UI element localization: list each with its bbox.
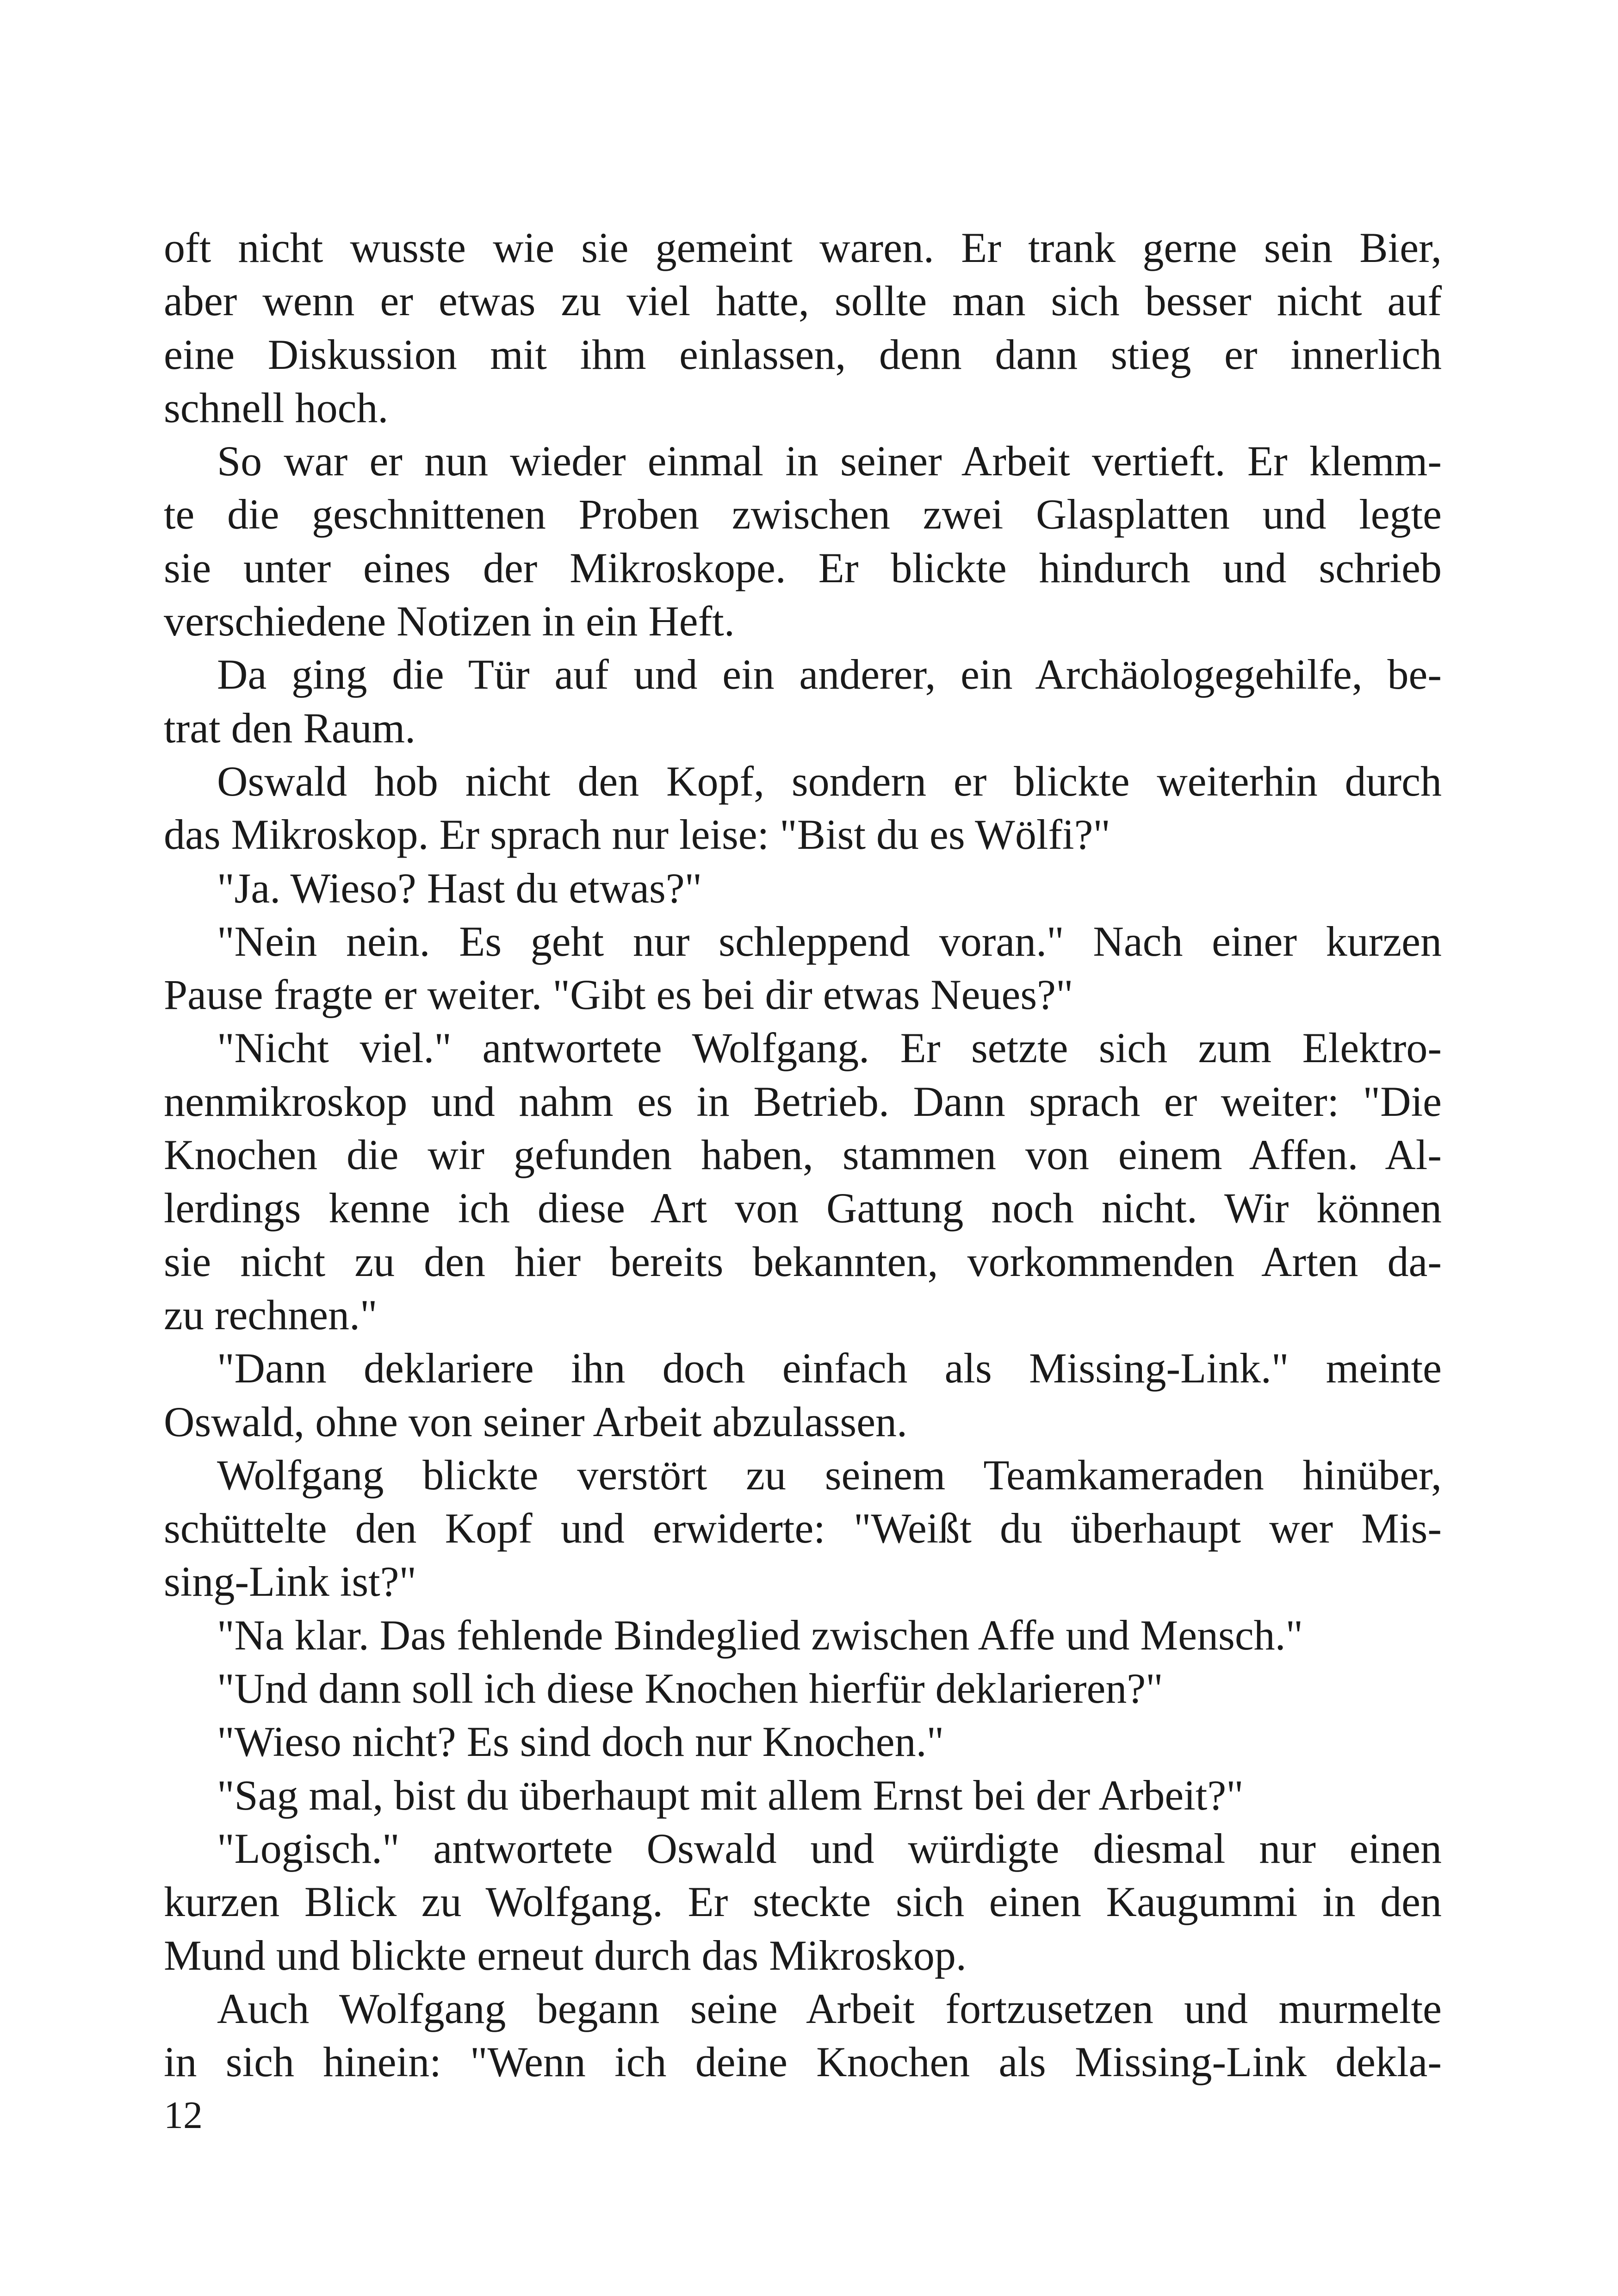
text-line: Da ging die Tür auf und ein anderer, ein Archäologegehilfe, be- — [217, 651, 1442, 698]
text-line: "Nein nein. Es geht nur schleppend voran." Nach einer kurzen — [217, 917, 1442, 965]
text-line: Oswald hob nicht den Kopf, sondern er blickte weiterhin durch — [217, 757, 1442, 805]
text-line: Pause fragte er weiter. "Gibt es bei dir etwas Neues?" — [164, 971, 1073, 1019]
text-line: verschiedene Notizen in ein Heft. — [164, 597, 735, 645]
text-line: sie nicht zu den hier bereits bekannten, vorkommenden Arten da- — [164, 1238, 1442, 1285]
text-line: sing-Link ist?" — [164, 1558, 417, 1605]
text-line: aber wenn er etwas zu viel hatte, sollte man sich besser nicht auf — [164, 277, 1442, 325]
text-line: "Und dann soll ich diese Knochen hierfür deklarieren?" — [217, 1665, 1163, 1712]
text-line: kurzen Blick zu Wolfgang. Er steckte sich einen Kaugummi in den — [164, 1878, 1442, 1926]
text-line: te die geschnittenen Proben zwischen zwei Glasplatten und legte — [164, 491, 1442, 538]
text-line: trat den Raum. — [164, 704, 416, 752]
text-line: "Dann deklariere ihn doch einfach als Missing-Link." meinte — [217, 1344, 1442, 1392]
page-body-text — [164, 221, 1442, 2089]
text-line: "Nicht viel." antwortete Wolfgang. Er setzte sich zum Elektro- — [217, 1024, 1442, 1072]
text-line: eine Diskussion mit ihm einlassen, denn dann stieg er innerlich — [164, 330, 1442, 378]
text-line: So war er nun wieder einmal in seiner Arbeit vertieft. Er klemm- — [217, 437, 1442, 485]
text-line: "Wieso nicht? Es sind doch nur Knochen." — [217, 1718, 944, 1766]
text-line: nenmikroskop und nahm es in Betrieb. Dann sprach er weiter: "Die — [164, 1077, 1442, 1125]
text-line: schüttelte den Kopf und erwiderte: "Weißt du überhaupt wer Mis- — [164, 1505, 1442, 1552]
text-line: "Logisch." antwortete Oswald und würdigte diesmal nur einen — [217, 1824, 1442, 1872]
text-line: schnell hoch. — [164, 384, 389, 431]
text-line: Knochen die wir gefunden haben, stammen von einem Affen. Al- — [164, 1131, 1442, 1179]
text-line: "Ja. Wieso? Hast du etwas?" — [217, 864, 702, 912]
text-line: lerdings kenne ich diese Art von Gattung noch nicht. Wir können — [164, 1184, 1442, 1232]
text-line: "Sag mal, bist du überhaupt mit allem Ernst bei der Arbeit?" — [217, 1771, 1244, 1819]
text-line: zu rechnen." — [164, 1291, 378, 1338]
text-line: Wolfgang blickte verstört zu seinem Teamkameraden hinüber, — [217, 1451, 1442, 1499]
text-line: in sich hinein: "Wenn ich deine Knochen als Missing-Link dekla- — [164, 2038, 1442, 2086]
text-line: Mund und blickte erneut durch das Mikroskop. — [164, 1931, 967, 1979]
text-line: Oswald, ohne von seiner Arbeit abzulassen. — [164, 1398, 908, 1445]
text-line: Auch Wolfgang begann seine Arbeit fortzusetzen und murmelte — [217, 1985, 1442, 2032]
text-line: das Mikroskop. Er sprach nur leise: "Bist du es Wölfi?" — [164, 811, 1110, 859]
page-number: 12 — [164, 2094, 203, 2137]
text-line: sie unter eines der Mikroskope. Er blickte hindurch und schrieb — [164, 544, 1442, 591]
text-line: "Na klar. Das fehlende Bindeglied zwischen Affe und Mensch." — [217, 1611, 1303, 1659]
text-line: oft nicht wusste wie sie gemeint waren. Er trank gerne sein Bier, — [164, 224, 1442, 271]
